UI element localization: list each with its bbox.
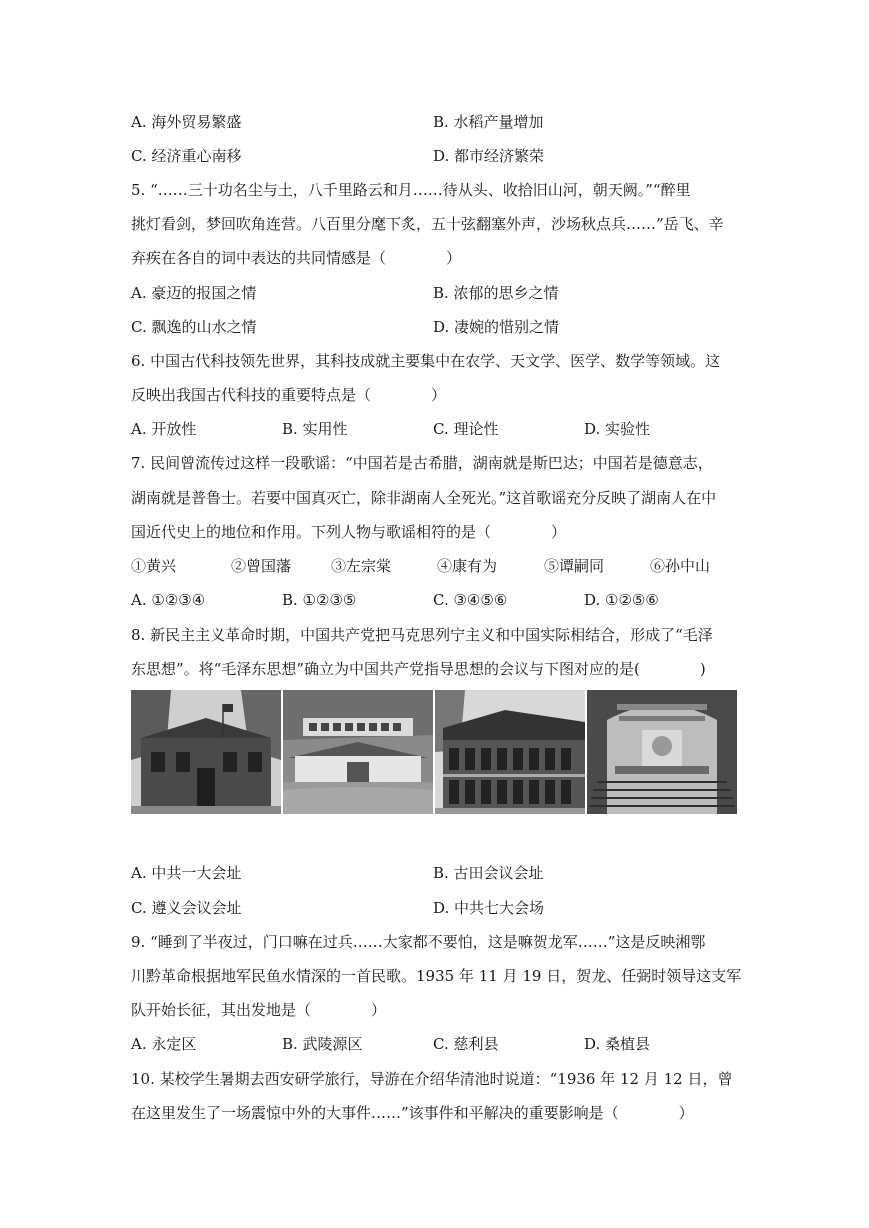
q8-option-a: A. 中共一大会址 <box>131 864 242 882</box>
q5-option-b: B. 浓郁的思乡之情 <box>433 284 559 302</box>
q7-person-6: ⑥孙中山 <box>650 557 711 575</box>
q5-option-a: A. 豪迈的报国之情 <box>131 284 257 302</box>
q8-option-d: D. 中共七大会场 <box>433 899 545 917</box>
q5-stem-line1: 5. “……三十功名尘与土，八千里路云和月……待从头、收拾旧山河，朝天阙。”“醉里 <box>131 181 691 199</box>
q9-option-d: D. 桑植县 <box>584 1035 651 1053</box>
q6-stem-line1: 6. 中国古代科技领先世界，其科技成就主要集中在农学、天文学、医学、数学等领域。这 <box>131 352 721 370</box>
q8-photo-3 <box>435 690 585 814</box>
q9-option-a: A. 永定区 <box>131 1035 197 1053</box>
q8-option-b: B. 古田会议会址 <box>433 864 544 882</box>
q8-photo-4 <box>587 690 737 814</box>
q10-stem-line1: 10. 某校学生暑期去西安研学旅行，导游在介绍华清池时说道：“1936 年 12 月 12 日，曾 <box>131 1070 733 1088</box>
q10-stem-line2: 在这里发生了一场震惊中外的大事件……”该事件和平解决的重要影响是（ ） <box>131 1104 694 1122</box>
q7-stem-line2: 湖南就是普鲁士。若要中国真灭亡，除非湖南人全死光。”这首歌谣充分反映了湖南人在中 <box>131 489 717 507</box>
q5-option-d: D. 凄婉的惜别之情 <box>433 318 560 336</box>
q7-person-2: ②曾国藩 <box>231 557 292 575</box>
q6-option-b: B. 实用性 <box>282 420 348 438</box>
q7-option-d: D. ①②⑤⑥ <box>584 591 659 609</box>
q8-photo-2 <box>283 690 433 814</box>
q7-person-3: ③左宗棠 <box>331 557 392 575</box>
q5-option-c: C. 飘逸的山水之情 <box>131 318 257 336</box>
q4-option-a: A. 海外贸易繁盛 <box>131 113 242 131</box>
q8-photo-1 <box>131 690 281 814</box>
q9-stem-line3: 队开始长征，其出发地是（ ） <box>131 1001 387 1019</box>
q4-option-c: C. 经济重心南移 <box>131 147 242 165</box>
q7-person-5: ⑤谭嗣同 <box>544 557 605 575</box>
q7-person-4: ④康有为 <box>437 557 498 575</box>
q6-option-c: C. 理论性 <box>433 420 499 438</box>
q7-option-a: A. ①②③④ <box>131 591 206 609</box>
q8-stem-line2: 东思想”。将“毛泽东思想”确立为中国共产党指导思想的会议与下图对应的是( ) <box>131 660 706 678</box>
q6-option-a: A. 开放性 <box>131 420 197 438</box>
q9-option-b: B. 武陵源区 <box>282 1035 363 1053</box>
q4-option-d: D. 都市经济繁荣 <box>433 147 545 165</box>
q6-option-d: D. 实验性 <box>584 420 651 438</box>
q8-stem-line1: 8. 新民主主义革命时期，中国共产党把马克思列宁主义和中国实际相结合，形成了“毛泽 <box>131 626 713 644</box>
q7-person-1: ①黄兴 <box>131 557 177 575</box>
q4-option-b: B. 水稻产量增加 <box>433 113 544 131</box>
q7-option-c: C. ③④⑤⑥ <box>433 591 508 609</box>
q9-stem-line1: 9. “睡到了半夜过，门口嘛在过兵……大家都不要怕，这是嘛贺龙军……”这是反映湘鄂 <box>131 933 706 951</box>
q7-stem-line3: 国近代史上的地位和作用。下列人物与歌谣相符的是（ ） <box>131 523 567 541</box>
q5-stem-line3: 弃疾在各自的词中表达的共同情感是（ ） <box>131 249 462 267</box>
q5-stem-line2: 挑灯看剑，梦回吹角连营。八百里分麾下炙，五十弦翻塞外声，沙场秋点兵……”岳飞、辛 <box>131 215 724 233</box>
q8-photo-strip <box>131 690 737 814</box>
q9-option-c: C. 慈利县 <box>433 1035 499 1053</box>
q8-option-c: C. 遵义会议会址 <box>131 899 242 917</box>
q9-stem-line2: 川黔革命根据地军民鱼水情深的一首民歌。1935 年 11 月 19 日，贺龙、任弼时领导这支军 <box>131 967 742 985</box>
q7-stem-line1: 7. 民间曾流传过这样一段歌谣：“中国若是古希腊，湖南就是斯巴达；中国若是德意志， <box>131 454 713 472</box>
q7-option-b: B. ①②③⑤ <box>282 591 357 609</box>
q6-stem-line2: 反映出我国古代科技的重要特点是（ ） <box>131 386 447 404</box>
